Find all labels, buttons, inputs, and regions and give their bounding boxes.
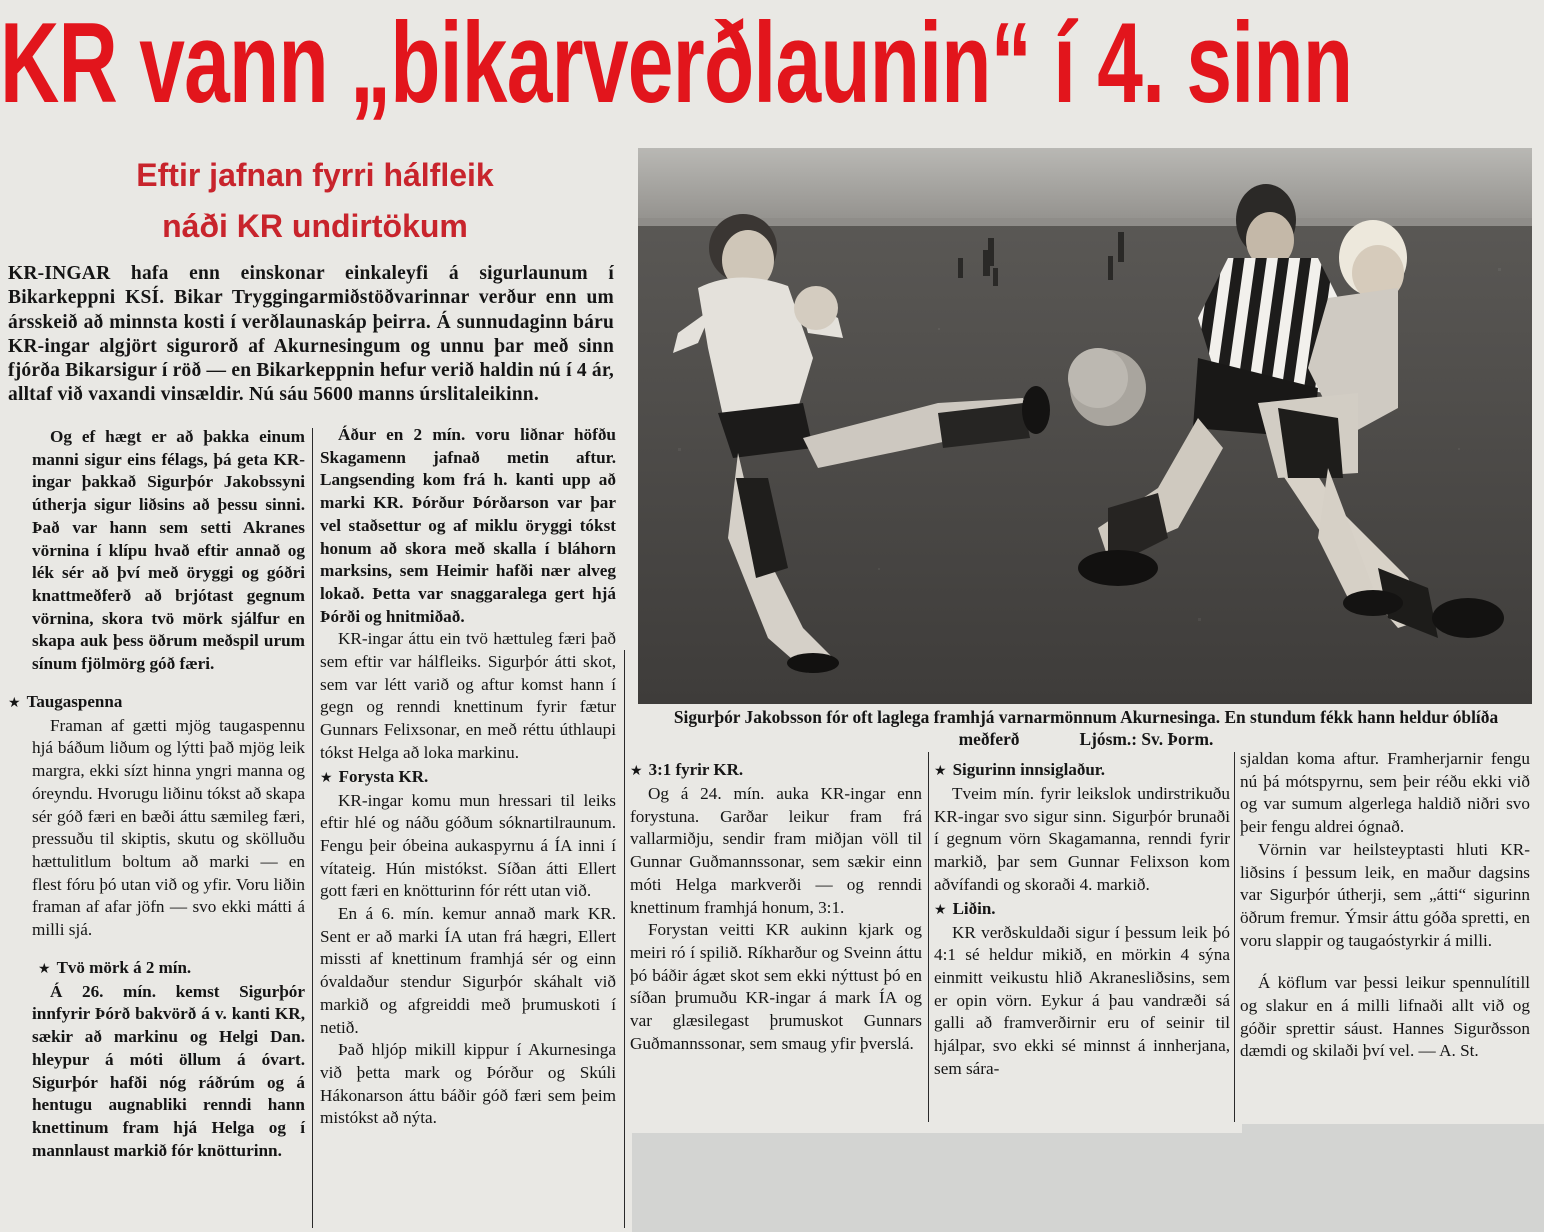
heading-lidin: ★ Liðin. [934,898,996,918]
heading-3-1: ★ 3:1 fyrir KR. [630,760,744,779]
photo-credit: Ljósm.: Sv. Þorm. [1079,729,1214,749]
col5-p2: Vörnin var heilsteyptasti hluti KR-liðsins í þessum leik, en maður dagsins var Sigurþór útherji, sem „átti“ sigurinn öðrum fremur. Ýmsir áttu góða spretti, en voru slappir og taugaóstyrkir á milli. [1240,839,1530,950]
col1-intro: Og ef hægt er að þakka einum manni sigur eins félags, þá geta KR-ingar þakkað Sigurþór Jakobssyni útherja sigur liðsins að þessu sinni. Það var hann sem setti Akranes vörnina í klípu hvað eftir annað og lék sér að því með öryggi og góðri knattmeðferð að brjótast gegnum vörnina, skora tvö mörk sjálfur en skapa auk þess öðrum meðspil urum sínum fjölmörg góð færi. [32,427,305,674]
star-icon: ★ [8,694,21,711]
column-3 [630,758,922,1055]
heading-sigurinn: ★ Sigurinn innsiglaður. [934,760,1106,779]
subheadline-line1: Eftir jafnan fyrri hálfleik [136,157,494,193]
match-photo [638,148,1532,704]
star-icon: ★ [320,769,333,786]
col3-p2: Forystan veitti KR aukinn kjark og meiri ró í spilið. Ríkharður og Sveinn áttu þó báðir ágæt skot sem ekki nýttust þó en síðan þrumuðu KR-ingar á mark ÍA og var glæsilegast þrumuskot Gunnars Guðmannssonar, sem smaug yfir þverslá. [630,920,922,1053]
col4-p2: KR verðskuldaði sigur í þessum leik þó 4:1 sé heldur mikið, en mörkin 4 sýna einmitt veikustu hlið Akranesliðsins, sem er opin vörn. Eykur á þau vandræði sá galli að framverðirnir eru of seinir til hjálpar, svo ekki sé minnst á innherjana, sem sára- [934,922,1230,1078]
headline: KR vann „bikarverðlaunin“ í 4. sinn [0,0,1353,127]
col2-p2: KR-ingar áttu ein tvö hættuleg færi það sem eftir var hálfleiks. Sigurþór átti skot, sem var létt varið og aftur komst hann í gegn og renndi knettinum fyrir fætur Gunnars Felixsonar, en með réttu úthlaupi tókst Helga að loka markinu. [320,629,616,762]
heading-tvo-mork: ★ Tvö mörk á 2 mín. [38,957,192,977]
photo-caption [636,706,1536,750]
caption-text: Sigurþór Jakobsson fór oft laglega framhjá varnarmönnum Akurnesinga. En stundum fékk hann heldur óblíða meðferð [673,707,1499,749]
col3-p1: Og á 24. mín. auka KR-ingar enn forystuna. Garðar leikur fram frá vallarmiðju, sendir fram miðjan völl til Gunnar Guðmannssonar, sem sækir einn móti Helga markverði — og renndi knettinum framhjá honum, 3:1. [630,784,922,917]
column-1 [8,426,305,1162]
col4-p1: Tveim mín. fyrir leikslok undirstrikuðu KR-ingar svo sigur sinn. Sigurþór brunaði í gegnum vörn Skagamanna, renndi fyrir markið, þar sem Gunnar Felixson kom aðvífandi og skoraði 4. markið. [934,784,1230,894]
col2-p4: En á 6. mín. kemur annað mark KR. Sent er að marki ÍA utan frá hægri, Ellert missti af knettinum framhjá sér og einn óvaldaður stendur Sigurþór skáhalt við markið og afgreiddi með þrumuskoti í netið. [320,904,616,1037]
star-icon: ★ [38,960,51,977]
star-icon: ★ [934,901,947,918]
col1-tvo-mork: Á 26. mín. kemst Sigurþór innfyrir Þórð bakvörð á v. kanti KR, sækir að markinu og Helgi Dan. hleypur á móti öllum á óvart. Sigurþór hafði nóg ráðrúm og á hentugu augnabliki renndi hann knettinum fram hjá Helga og í mannlaust markið fór knötturinn. [32,981,305,1160]
heading-forysta: ★ Forysta KR. [320,766,429,786]
heading-taugaspenna: ★ Taugaspenna [8,691,123,711]
col5-p1: sjaldan koma aftur. Framherjarnir fengu nú þá mótspyrnu, sem þeir réðu ekki við og var sumum algerlega haldið niðri svo þeir fengu aldrei ógnað. [1240,749,1530,837]
column-2 [320,424,616,1130]
lead-paragraph: KR-INGAR hafa enn einskonar einkaleyfi á sigurlaunum í Bikarkeppni KSÍ. Bikar Tryggingarmiðstöðvarinnar verður enn um ársskeið að minnsta kosti í verðlaunaskáp þeirra. Á sunnudaginn báru KR-ingar algjört sigurorð af Akurnesingum og unnu þar með sinn fjórða Bikarsigur í röð — en Bikarkeppnin hefur verið haldin nú í 4 ár, alltaf við vaxandi vinsældir. Nú sáu 5600 manns úrslitaleikinn. [8,263,614,406]
star-icon: ★ [630,763,643,779]
subheadline-line2: náði KR undirtökum [162,208,468,244]
star-icon: ★ [934,763,947,779]
col2-p3: KR-ingar komu mun hressari til leiks eftir hlé og náðu góðum sóknartilraunum. Fengu þeir óbeina aukaspyrnu á ÍA inni í vítateig. Hún mistókst. Síðan átti Ellert gott færi en knötturinn fór rétt utan við. [320,790,616,901]
column-divider [312,428,313,1228]
column-4 [934,758,1230,1080]
col5-p3: Á köflum var þessi leikur spennulítill og slakur en á milli lifnaði allt við og góðir sprettir sáust. Hannes Sigurðsson dæmdi og skilaði því vel. — A. St. [1240,973,1530,1061]
column-divider [624,650,625,1228]
col1-taugaspenna: Framan af gætti mjög taugaspennu hjá báðum liðum og lýtti það mjög leik margra, ekki sízt hinna yngri manna og óreyndu. Hvorugu liðinu tókst að skapa sér góð færi en bæði áttu sæmileg færi, pressuðu til skiptis, skutu og skölluðu hættulitlum boltum að marki — en flest fóru þó utan við og yfir. Voru liðin framan af afar jöfn — svo ekki mátti á milli sjá. [32,715,305,940]
col2-p5: Það hljóp mikill kippur í Akurnesinga við þetta mark og Þórður og Skúli Hákonarson áttu báðir góð færi sem þeim mistókst að nýta. [320,1040,616,1128]
column-5 [1240,748,1530,1063]
column-divider [928,752,929,1122]
col2-p1: Áður en 2 mín. voru liðnar höfðu Skagamenn jafnað metin aftur. Langsending kom frá h. kanti upp að marki KR. Þórður Þórðarson var þar vel staðsettur og af miklu öryggi tókst honum að skora með skalla í bláhorn marksins, sem Heimir hafði nær alveg lokað. Þetta var snaggaralega gert hjá Þórði og hnitmiðað. [320,425,616,626]
match-photo-illustration [638,148,1532,704]
column-divider [1234,752,1235,1122]
